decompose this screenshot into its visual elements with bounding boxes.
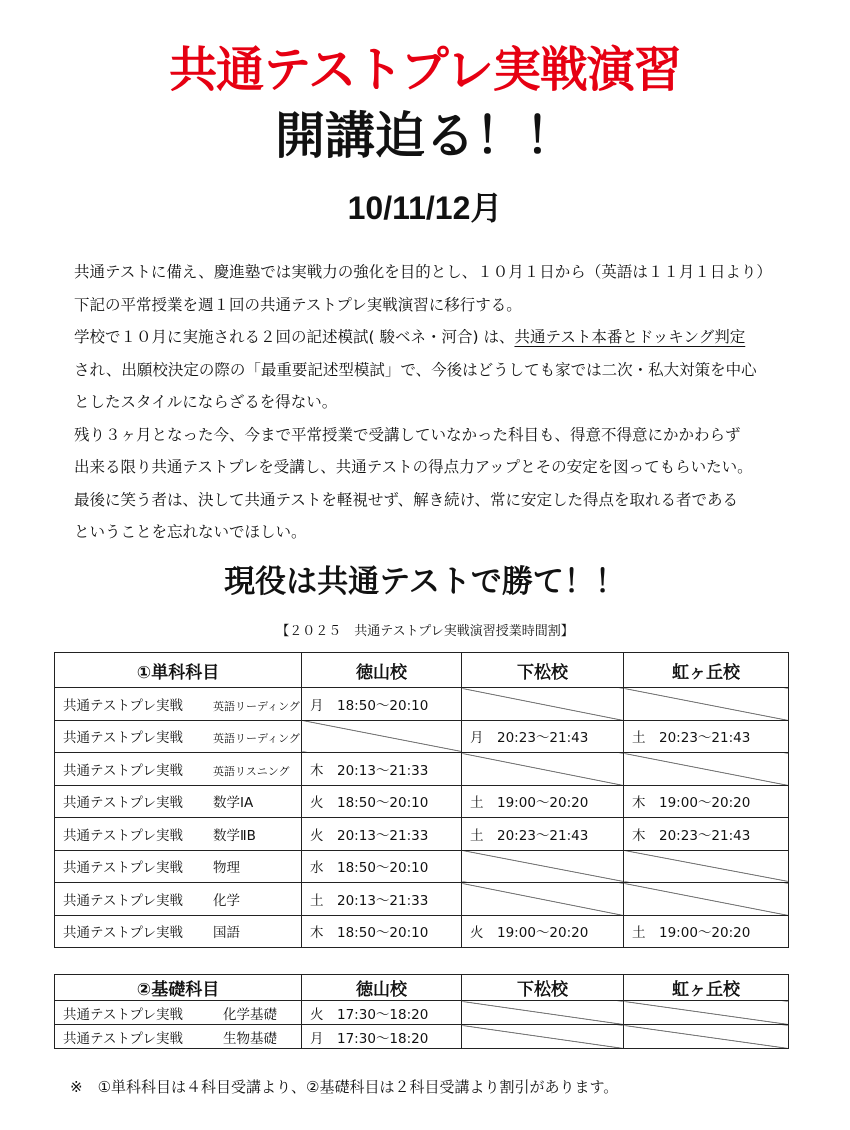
course-prefix: 共通テストプレ実戦 <box>63 925 184 942</box>
subject-cell <box>55 720 302 753</box>
underlined-phrase: 共通テスト本番とドッキング判定 <box>514 328 746 346</box>
course-prefix: 共通テストプレ実戦 <box>63 1030 184 1047</box>
header-kudamatsu: 下松校 <box>462 975 624 1001</box>
header-nijigaoka: 虹ヶ丘校 <box>624 975 789 1001</box>
nijigaoka-cell: 土 19:00～20:20 <box>624 915 789 948</box>
subject-cell <box>55 915 302 948</box>
table-row <box>55 753 789 786</box>
subject-cell <box>55 850 302 883</box>
subject-name: 英語リーディング <box>213 699 300 713</box>
subject-name: 数学ⅠA <box>213 795 254 812</box>
table-row <box>55 785 789 818</box>
body-line <box>74 321 794 354</box>
tokuyama-cell: 木 20:13～21:33 <box>302 753 462 786</box>
body-text <box>74 256 794 549</box>
timetable-caption: 【２０２５ 共通テストプレ実戦演習授業時間割】 <box>276 624 574 639</box>
tokuyama-cell: 火 20:13～21:33 <box>302 818 462 851</box>
body-line: され、出願校決定の際の「最重要記述型模試」で、今後はどうしても家では二次・私大対策を中心 <box>74 360 757 379</box>
header-tokuyama: 徳山校 <box>302 653 462 688</box>
course-prefix: 共通テストプレ実戦 <box>63 762 184 779</box>
kudamatsu-cell <box>462 1025 624 1049</box>
single-subject-table <box>54 652 789 948</box>
slogan-heading: 現役は共通テストで勝て！！ <box>224 564 626 600</box>
subject-cell <box>55 688 302 721</box>
nijigaoka-cell <box>624 753 789 786</box>
subject-cell <box>55 1025 302 1049</box>
table-row <box>55 1025 789 1049</box>
subject-name: 国語 <box>213 925 240 942</box>
subject-name: 数学ⅡB <box>213 827 256 844</box>
course-prefix: 共通テストプレ実戦 <box>63 795 184 812</box>
table-row <box>55 818 789 851</box>
kudamatsu-cell <box>462 883 624 916</box>
table-row <box>55 850 789 883</box>
body-line-part: 学校で１０月に実施される２回の記述模試( 駿ベネ・河合) は、 <box>74 328 515 346</box>
kudamatsu-cell <box>462 688 624 721</box>
tokuyama-cell: 木 18:50～20:10 <box>302 915 462 948</box>
kudamatsu-cell <box>462 1001 624 1025</box>
subject-name: 生物基礎 <box>223 1030 277 1047</box>
tokuyama-cell: 月 18:50～20:10 <box>302 688 462 721</box>
nijigaoka-cell <box>624 850 789 883</box>
header-tokuyama: 徳山校 <box>302 975 462 1001</box>
nijigaoka-cell: 木 20:23～21:43 <box>624 818 789 851</box>
tokuyama-cell: 火 17:30～18:20 <box>302 1001 462 1025</box>
kudamatsu-cell: 月 20:23～21:43 <box>462 720 624 753</box>
kudamatsu-cell <box>462 850 624 883</box>
nijigaoka-cell: 土 20:23～21:43 <box>624 720 789 753</box>
kudamatsu-cell: 火 19:00～20:20 <box>462 915 624 948</box>
discount-note: ※ ①単科科目は４科目受講より、②基礎科目は２科目受講より割引があります。 <box>70 1078 619 1096</box>
page-title: 共通テストプレ実戦演習 <box>169 42 681 98</box>
tokuyama-cell: 土 20:13～21:33 <box>302 883 462 916</box>
nijigaoka-cell <box>624 688 789 721</box>
table-row <box>55 915 789 948</box>
table-row <box>55 1001 789 1025</box>
course-prefix: 共通テストプレ実戦 <box>63 1006 184 1023</box>
subject-cell <box>55 818 302 851</box>
course-prefix: 共通テストプレ実戦 <box>63 860 184 877</box>
table-row <box>55 720 789 753</box>
nijigaoka-cell <box>624 883 789 916</box>
subject-name: 化学基礎 <box>223 1006 277 1023</box>
months-heading: 10/11/12月 <box>347 190 503 226</box>
body-line: ということを忘れないでほしい。 <box>74 523 307 541</box>
tokuyama-cell: 水 18:50～20:10 <box>302 850 462 883</box>
header-nijigaoka: 虹ヶ丘校 <box>624 653 789 688</box>
subject-cell <box>55 1001 302 1025</box>
nijigaoka-cell: 木 19:00～20:20 <box>624 785 789 818</box>
basic-subject-table <box>54 974 789 1049</box>
header-kudamatsu: 下松校 <box>462 653 624 688</box>
header-subject: ②基礎科目 <box>55 975 302 1001</box>
body-line: 下記の平常授業を週１回の共通テストプレ実戦演習に移行する。 <box>74 295 522 314</box>
subject-cell <box>55 785 302 818</box>
kudamatsu-cell: 土 19:00～20:20 <box>462 785 624 818</box>
subject-cell <box>55 753 302 786</box>
subject-name: 物理 <box>213 860 240 877</box>
kudamatsu-cell <box>462 753 624 786</box>
page-subtitle: 開講迫る！！ <box>275 107 575 165</box>
table-row <box>55 883 789 916</box>
body-line: 最後に笑う者は、決して共通テストを軽視せず、解き続け、常に安定した得点を取れる者である <box>74 490 739 509</box>
subject-name: 英語リスニング <box>213 764 290 778</box>
tokuyama-cell <box>302 720 462 753</box>
body-line: 残り３ヶ月となった今、今まで平常授業で受講していなかった科目も、得意不得意にかかわらず <box>74 425 741 444</box>
course-prefix: 共通テストプレ実戦 <box>63 827 184 844</box>
subject-name: 英語リーディング <box>213 732 300 746</box>
table-header-row <box>55 653 789 688</box>
tokuyama-cell: 火 18:50～20:10 <box>302 785 462 818</box>
body-line: 共通テストに備え、慶進塾では実戦力の強化を目的とし、１０月１日から（英語は１１月１日より） <box>74 263 772 281</box>
course-prefix: 共通テストプレ実戦 <box>63 697 184 714</box>
table-header-row <box>55 975 789 1001</box>
subject-cell <box>55 883 302 916</box>
subject-name: 化学 <box>213 892 240 909</box>
header-subject: ①単科科目 <box>55 653 302 688</box>
course-prefix: 共通テストプレ実戦 <box>63 730 184 747</box>
tokuyama-cell: 月 17:30～18:20 <box>302 1025 462 1049</box>
body-line: 出来る限り共通テストプレを受講し、共通テストの得点力アップとその安定を図ってもらいたい。 <box>74 458 753 476</box>
nijigaoka-cell <box>624 1025 789 1049</box>
body-line: としたスタイルにならざるを得ない。 <box>74 393 338 411</box>
course-prefix: 共通テストプレ実戦 <box>63 892 184 909</box>
kudamatsu-cell: 土 20:23～21:43 <box>462 818 624 851</box>
nijigaoka-cell <box>624 1001 789 1025</box>
table-row <box>55 688 789 721</box>
